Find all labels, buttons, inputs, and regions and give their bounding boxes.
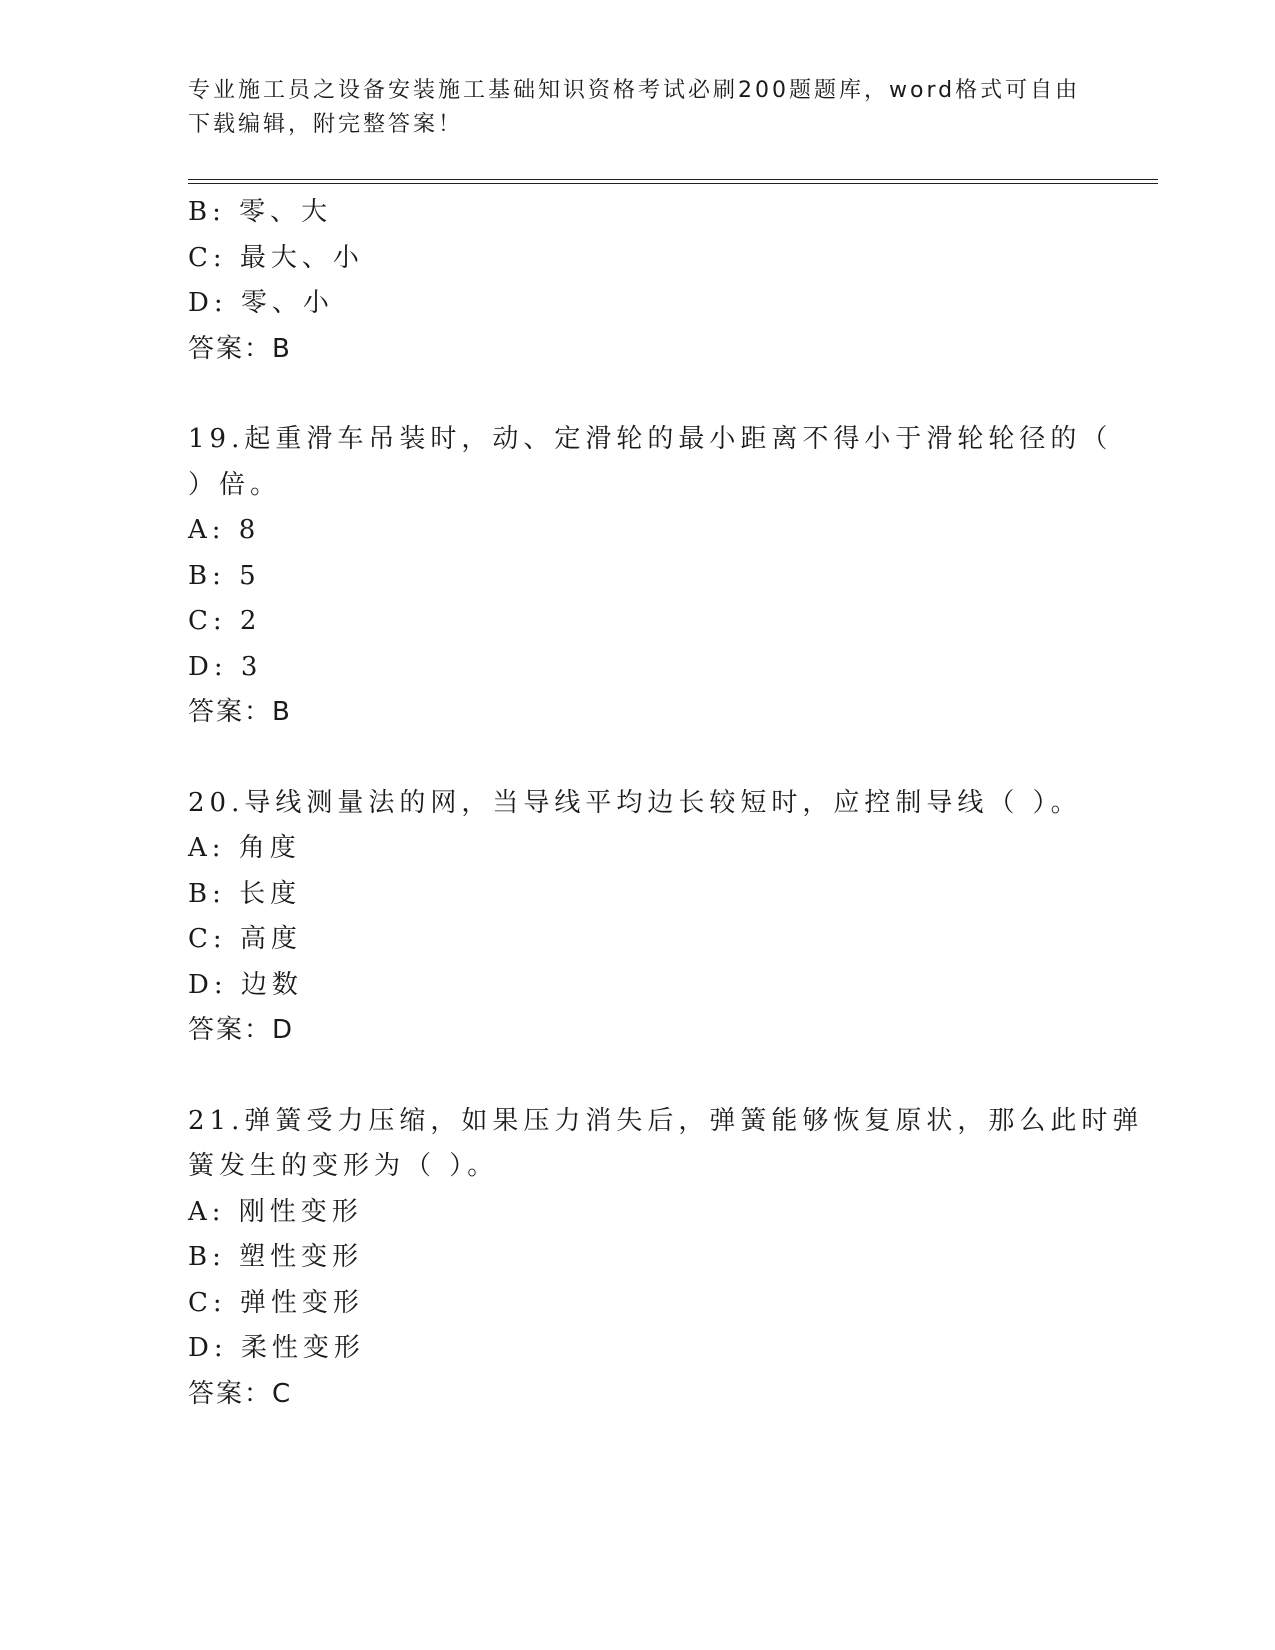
answer-line: 答案：B <box>188 697 292 727</box>
header-divider <box>188 179 1158 184</box>
question-stem-line-1: 19.起重滑车吊装时，动、定滑轮的最小距离不得小于滑轮轮径的（ <box>188 424 1113 454</box>
option-a: A: 刚性变形 <box>188 1196 363 1227</box>
option-d: D: 3 <box>188 651 263 682</box>
question-stem-line-2: 簧发生的变形为（ ）。 <box>188 1151 499 1181</box>
option-c: C: 最大、小 <box>188 242 364 273</box>
answer-line: 答案：B <box>188 333 292 364</box>
option-b: B: 5 <box>188 560 261 591</box>
question-20 <box>188 781 1088 1054</box>
option-c: C: 高度 <box>188 924 302 954</box>
question-stem-line-2: ）倍。 <box>188 469 282 500</box>
question-19 <box>188 417 1113 736</box>
answer-line: 答案：C <box>188 1378 293 1409</box>
question-stem-line-1: 21.弹簧受力压缩，如果压力消失后，弹簧能够恢复原状，那么此时弹 <box>188 1105 1144 1136</box>
question-21 <box>188 1099 1144 1418</box>
header-title-line-2: 下载编辑，附完整答案！ <box>188 112 464 137</box>
option-b: B: 零、大 <box>188 197 333 227</box>
option-a: A: 角度 <box>188 833 301 863</box>
option-c: C: 弹性变形 <box>188 1287 364 1318</box>
option-c: C: 2 <box>188 606 262 636</box>
answer-line: 答案：D <box>188 1015 295 1045</box>
option-d: D: 零、小 <box>188 288 334 318</box>
option-b: B: 塑性变形 <box>188 1242 364 1272</box>
option-a: A: 8 <box>188 515 261 545</box>
question-list <box>188 190 1144 1417</box>
document-header <box>188 74 1088 142</box>
question-stem-line-1: 20.导线测量法的网，当导线平均边长较短时，应控制导线（ ）。 <box>188 787 1082 818</box>
option-d: D: 柔性变形 <box>188 1333 365 1363</box>
option-d: D: 边数 <box>188 969 303 1000</box>
question-18-continuation <box>188 190 1088 372</box>
option-b: B: 长度 <box>188 878 302 909</box>
header-title-line-1: 专业施工员之设备安装施工基础知识资格考试必刷200题题库，word格式可自由 <box>188 78 1081 103</box>
